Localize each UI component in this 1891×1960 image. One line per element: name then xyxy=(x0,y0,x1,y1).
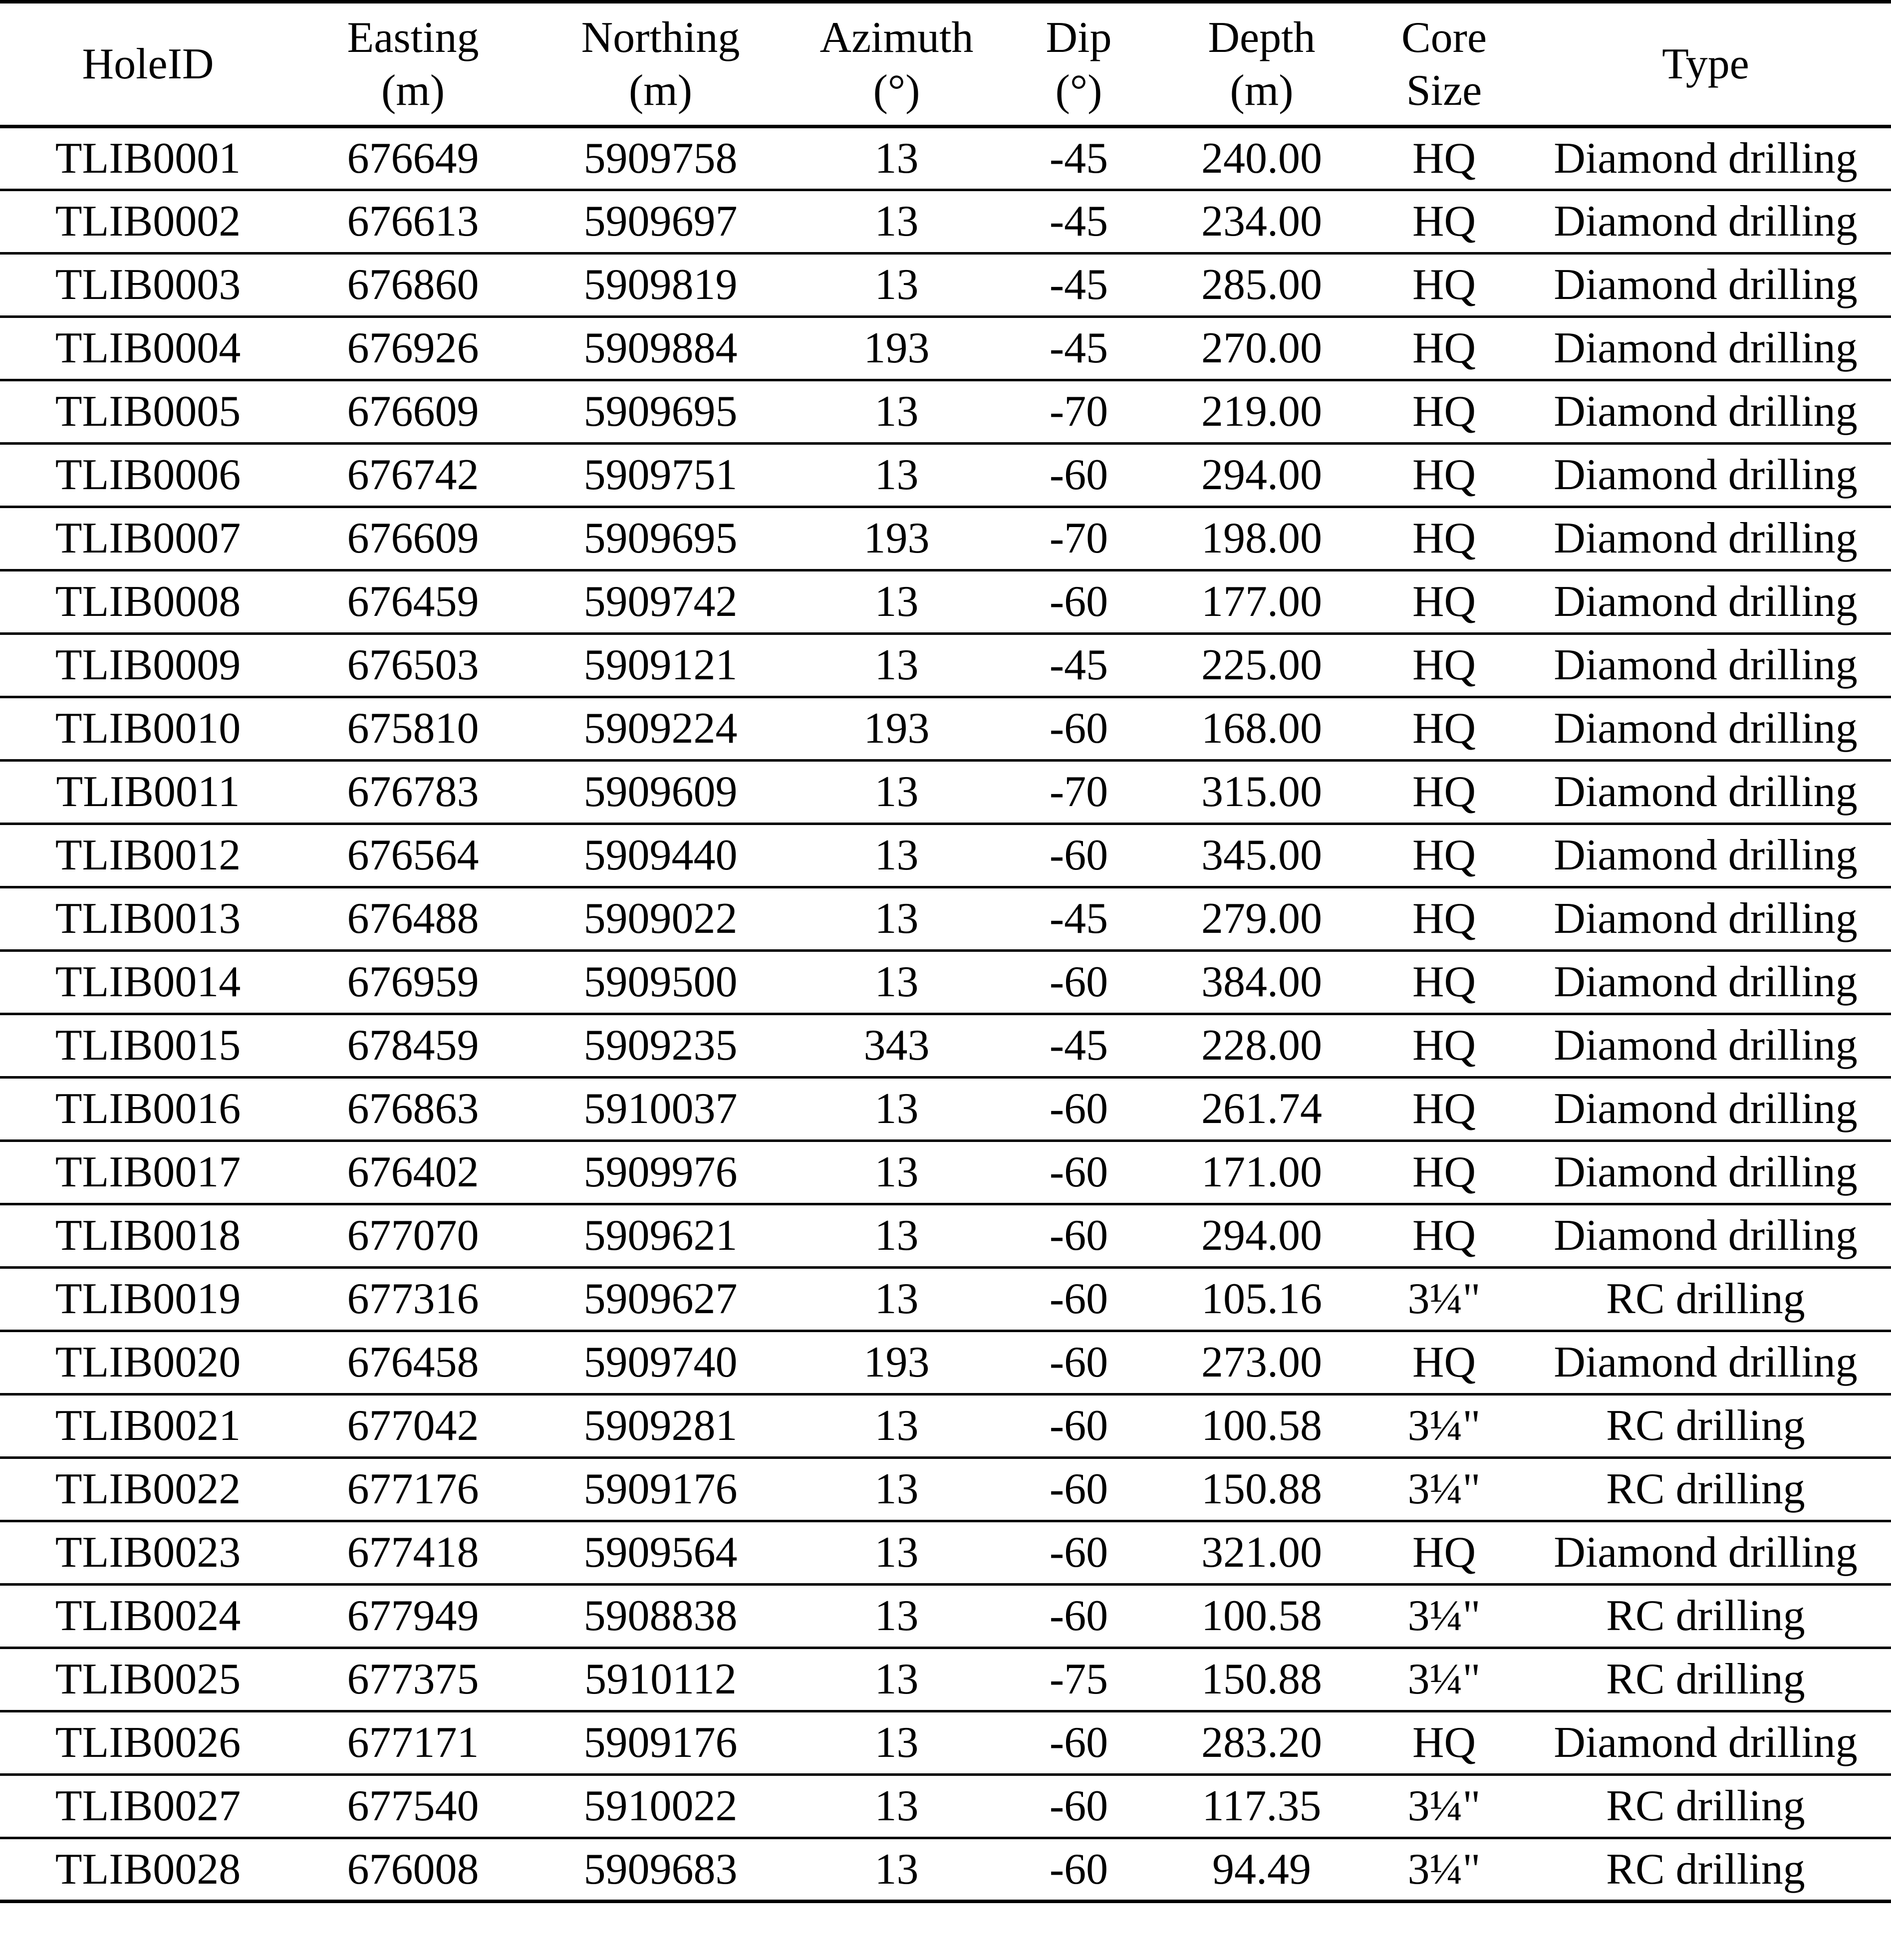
cell-dip: -70 xyxy=(1002,380,1155,444)
cell-type: Diamond drilling xyxy=(1520,254,1891,317)
cell-northing: 5909758 xyxy=(530,127,791,190)
cell-core-size: HQ xyxy=(1368,824,1520,887)
table-row xyxy=(0,634,1891,697)
cell-easting: 677375 xyxy=(296,1648,530,1711)
cell-type: Diamond drilling xyxy=(1520,1078,1891,1141)
cell-core-size: HQ xyxy=(1368,444,1520,507)
cell-depth: 345.00 xyxy=(1155,824,1368,887)
cell-core-size: HQ xyxy=(1368,254,1520,317)
cell-type: Diamond drilling xyxy=(1520,190,1891,254)
cell-dip: -60 xyxy=(1002,1521,1155,1585)
cell-azimuth: 13 xyxy=(791,1775,1002,1838)
cell-depth: 270.00 xyxy=(1155,317,1368,380)
cell-azimuth: 13 xyxy=(791,1838,1002,1902)
cell-core-size: HQ xyxy=(1368,1014,1520,1078)
cell-azimuth: 343 xyxy=(791,1014,1002,1078)
cell-northing: 5908838 xyxy=(530,1585,791,1648)
cell-easting: 676649 xyxy=(296,127,530,190)
cell-easting: 677316 xyxy=(296,1268,530,1331)
cell-northing: 5909884 xyxy=(530,317,791,380)
table-row xyxy=(0,1078,1891,1141)
cell-holeid: TLIB0014 xyxy=(0,951,296,1014)
cell-core-size: HQ xyxy=(1368,380,1520,444)
cell-holeid: TLIB0022 xyxy=(0,1458,296,1521)
cell-northing: 5909621 xyxy=(530,1204,791,1268)
cell-holeid: TLIB0002 xyxy=(0,190,296,254)
table-row xyxy=(0,127,1891,190)
table-header xyxy=(0,2,1891,127)
cell-holeid: TLIB0019 xyxy=(0,1268,296,1331)
cell-core-size: HQ xyxy=(1368,887,1520,951)
cell-type: Diamond drilling xyxy=(1520,507,1891,570)
cell-holeid: TLIB0018 xyxy=(0,1204,296,1268)
cell-holeid: TLIB0028 xyxy=(0,1838,296,1902)
cell-dip: -45 xyxy=(1002,317,1155,380)
cell-northing: 5909022 xyxy=(530,887,791,951)
table-row xyxy=(0,824,1891,887)
cell-dip: -60 xyxy=(1002,1331,1155,1395)
cell-northing: 5909695 xyxy=(530,507,791,570)
table-row xyxy=(0,1775,1891,1838)
cell-holeid: TLIB0007 xyxy=(0,507,296,570)
cell-core-size: 3¼" xyxy=(1368,1838,1520,1902)
cell-azimuth: 13 xyxy=(791,570,1002,634)
table-row xyxy=(0,1521,1891,1585)
cell-azimuth: 13 xyxy=(791,1395,1002,1458)
cell-northing: 5909976 xyxy=(530,1141,791,1204)
cell-core-size: 3¼" xyxy=(1368,1268,1520,1331)
cell-azimuth: 193 xyxy=(791,697,1002,761)
cell-type: Diamond drilling xyxy=(1520,127,1891,190)
cell-dip: -60 xyxy=(1002,1078,1155,1141)
cell-azimuth: 193 xyxy=(791,317,1002,380)
cell-core-size: 3¼" xyxy=(1368,1458,1520,1521)
cell-depth: 228.00 xyxy=(1155,1014,1368,1078)
cell-easting: 677418 xyxy=(296,1521,530,1585)
cell-easting: 677171 xyxy=(296,1711,530,1775)
cell-northing: 5909176 xyxy=(530,1711,791,1775)
cell-type: Diamond drilling xyxy=(1520,824,1891,887)
cell-azimuth: 193 xyxy=(791,1331,1002,1395)
table-row xyxy=(0,1458,1891,1521)
cell-dip: -60 xyxy=(1002,951,1155,1014)
cell-northing: 5909683 xyxy=(530,1838,791,1902)
cell-type: Diamond drilling xyxy=(1520,634,1891,697)
cell-core-size: HQ xyxy=(1368,1711,1520,1775)
cell-holeid: TLIB0004 xyxy=(0,317,296,380)
cell-dip: -60 xyxy=(1002,1141,1155,1204)
cell-type: Diamond drilling xyxy=(1520,951,1891,1014)
cell-dip: -60 xyxy=(1002,1838,1155,1902)
cell-azimuth: 13 xyxy=(791,254,1002,317)
cell-easting: 675810 xyxy=(296,697,530,761)
table-row xyxy=(0,507,1891,570)
cell-azimuth: 13 xyxy=(791,1141,1002,1204)
cell-type: Diamond drilling xyxy=(1520,761,1891,824)
table-row xyxy=(0,1395,1891,1458)
cell-easting: 676458 xyxy=(296,1331,530,1395)
header-type: Type xyxy=(1520,2,1891,127)
cell-holeid: TLIB0020 xyxy=(0,1331,296,1395)
cell-type: RC drilling xyxy=(1520,1268,1891,1331)
cell-easting: 676609 xyxy=(296,380,530,444)
cell-dip: -45 xyxy=(1002,127,1155,190)
cell-core-size: HQ xyxy=(1368,1331,1520,1395)
table-row xyxy=(0,1268,1891,1331)
cell-depth: 315.00 xyxy=(1155,761,1368,824)
cell-dip: -60 xyxy=(1002,1458,1155,1521)
cell-type: RC drilling xyxy=(1520,1838,1891,1902)
cell-depth: 117.35 xyxy=(1155,1775,1368,1838)
cell-depth: 279.00 xyxy=(1155,887,1368,951)
cell-dip: -45 xyxy=(1002,254,1155,317)
cell-holeid: TLIB0024 xyxy=(0,1585,296,1648)
cell-depth: 94.49 xyxy=(1155,1838,1368,1902)
cell-holeid: TLIB0005 xyxy=(0,380,296,444)
cell-easting: 676860 xyxy=(296,254,530,317)
cell-northing: 5909440 xyxy=(530,824,791,887)
cell-type: Diamond drilling xyxy=(1520,444,1891,507)
cell-dip: -60 xyxy=(1002,1268,1155,1331)
cell-dip: -60 xyxy=(1002,1395,1155,1458)
cell-depth: 100.58 xyxy=(1155,1395,1368,1458)
cell-dip: -60 xyxy=(1002,697,1155,761)
cell-northing: 5909176 xyxy=(530,1458,791,1521)
cell-type: Diamond drilling xyxy=(1520,1204,1891,1268)
cell-easting: 677949 xyxy=(296,1585,530,1648)
cell-core-size: HQ xyxy=(1368,317,1520,380)
cell-depth: 294.00 xyxy=(1155,444,1368,507)
table-row xyxy=(0,1648,1891,1711)
cell-holeid: TLIB0015 xyxy=(0,1014,296,1078)
cell-easting: 676959 xyxy=(296,951,530,1014)
cell-depth: 285.00 xyxy=(1155,254,1368,317)
cell-easting: 676863 xyxy=(296,1078,530,1141)
cell-depth: 294.00 xyxy=(1155,1204,1368,1268)
cell-easting: 676742 xyxy=(296,444,530,507)
table-row xyxy=(0,1014,1891,1078)
cell-easting: 676783 xyxy=(296,761,530,824)
cell-type: Diamond drilling xyxy=(1520,380,1891,444)
cell-easting: 677540 xyxy=(296,1775,530,1838)
cell-northing: 5910037 xyxy=(530,1078,791,1141)
cell-azimuth: 13 xyxy=(791,190,1002,254)
header-azimuth: Azimuth (°) xyxy=(791,2,1002,127)
cell-easting: 677176 xyxy=(296,1458,530,1521)
cell-depth: 283.20 xyxy=(1155,1711,1368,1775)
cell-easting: 677070 xyxy=(296,1204,530,1268)
header-easting: Easting (m) xyxy=(296,2,530,127)
cell-type: RC drilling xyxy=(1520,1395,1891,1458)
cell-type: Diamond drilling xyxy=(1520,1521,1891,1585)
cell-easting: 676488 xyxy=(296,887,530,951)
cell-dip: -70 xyxy=(1002,507,1155,570)
cell-core-size: HQ xyxy=(1368,634,1520,697)
table-row xyxy=(0,254,1891,317)
cell-holeid: TLIB0011 xyxy=(0,761,296,824)
cell-azimuth: 13 xyxy=(791,380,1002,444)
cell-holeid: TLIB0027 xyxy=(0,1775,296,1838)
cell-northing: 5909564 xyxy=(530,1521,791,1585)
cell-core-size: HQ xyxy=(1368,1204,1520,1268)
table-row xyxy=(0,570,1891,634)
cell-depth: 150.88 xyxy=(1155,1648,1368,1711)
cell-core-size: HQ xyxy=(1368,127,1520,190)
table-row xyxy=(0,1585,1891,1648)
cell-northing: 5909121 xyxy=(530,634,791,697)
cell-azimuth: 13 xyxy=(791,951,1002,1014)
cell-northing: 5909819 xyxy=(530,254,791,317)
cell-northing: 5909740 xyxy=(530,1331,791,1395)
cell-type: Diamond drilling xyxy=(1520,570,1891,634)
header-northing: Northing (m) xyxy=(530,2,791,127)
cell-easting: 676926 xyxy=(296,317,530,380)
table-row xyxy=(0,380,1891,444)
cell-northing: 5909500 xyxy=(530,951,791,1014)
cell-depth: 219.00 xyxy=(1155,380,1368,444)
cell-northing: 5909235 xyxy=(530,1014,791,1078)
cell-depth: 100.58 xyxy=(1155,1585,1368,1648)
cell-type: Diamond drilling xyxy=(1520,697,1891,761)
cell-core-size: 3¼" xyxy=(1368,1648,1520,1711)
cell-type: RC drilling xyxy=(1520,1458,1891,1521)
cell-dip: -60 xyxy=(1002,1204,1155,1268)
cell-holeid: TLIB0009 xyxy=(0,634,296,697)
cell-northing: 5909609 xyxy=(530,761,791,824)
cell-dip: -70 xyxy=(1002,761,1155,824)
cell-azimuth: 13 xyxy=(791,761,1002,824)
header-core-size: Core Size xyxy=(1368,2,1520,127)
cell-holeid: TLIB0021 xyxy=(0,1395,296,1458)
header-row xyxy=(0,2,1891,127)
table-body xyxy=(0,127,1891,1902)
cell-easting: 676503 xyxy=(296,634,530,697)
cell-northing: 5909742 xyxy=(530,570,791,634)
cell-core-size: 3¼" xyxy=(1368,1585,1520,1648)
header-depth: Depth (m) xyxy=(1155,2,1368,127)
cell-northing: 5910112 xyxy=(530,1648,791,1711)
cell-azimuth: 13 xyxy=(791,887,1002,951)
table-row xyxy=(0,1711,1891,1775)
cell-holeid: TLIB0025 xyxy=(0,1648,296,1711)
cell-holeid: TLIB0023 xyxy=(0,1521,296,1585)
cell-holeid: TLIB0010 xyxy=(0,697,296,761)
cell-easting: 677042 xyxy=(296,1395,530,1458)
cell-depth: 171.00 xyxy=(1155,1141,1368,1204)
cell-dip: -45 xyxy=(1002,1014,1155,1078)
cell-dip: -75 xyxy=(1002,1648,1155,1711)
cell-azimuth: 13 xyxy=(791,1521,1002,1585)
cell-holeid: TLIB0016 xyxy=(0,1078,296,1141)
cell-azimuth: 13 xyxy=(791,1458,1002,1521)
cell-depth: 105.16 xyxy=(1155,1268,1368,1331)
cell-northing: 5909224 xyxy=(530,697,791,761)
cell-easting: 676008 xyxy=(296,1838,530,1902)
cell-depth: 261.74 xyxy=(1155,1078,1368,1141)
cell-dip: -45 xyxy=(1002,190,1155,254)
table-row xyxy=(0,887,1891,951)
cell-azimuth: 13 xyxy=(791,1648,1002,1711)
cell-azimuth: 13 xyxy=(791,634,1002,697)
table-row xyxy=(0,761,1891,824)
cell-depth: 150.88 xyxy=(1155,1458,1368,1521)
cell-holeid: TLIB0012 xyxy=(0,824,296,887)
cell-azimuth: 13 xyxy=(791,1268,1002,1331)
cell-easting: 678459 xyxy=(296,1014,530,1078)
cell-depth: 234.00 xyxy=(1155,190,1368,254)
cell-type: Diamond drilling xyxy=(1520,1141,1891,1204)
cell-azimuth: 13 xyxy=(791,444,1002,507)
cell-core-size: HQ xyxy=(1368,1141,1520,1204)
cell-dip: -60 xyxy=(1002,824,1155,887)
cell-type: Diamond drilling xyxy=(1520,1014,1891,1078)
cell-depth: 321.00 xyxy=(1155,1521,1368,1585)
cell-azimuth: 193 xyxy=(791,507,1002,570)
cell-holeid: TLIB0017 xyxy=(0,1141,296,1204)
cell-azimuth: 13 xyxy=(791,127,1002,190)
cell-type: Diamond drilling xyxy=(1520,1331,1891,1395)
table-row xyxy=(0,1331,1891,1395)
cell-northing: 5910022 xyxy=(530,1775,791,1838)
cell-core-size: 3¼" xyxy=(1368,1395,1520,1458)
cell-depth: 198.00 xyxy=(1155,507,1368,570)
table-row xyxy=(0,190,1891,254)
cell-azimuth: 13 xyxy=(791,1711,1002,1775)
cell-type: Diamond drilling xyxy=(1520,317,1891,380)
cell-northing: 5909627 xyxy=(530,1268,791,1331)
cell-core-size: HQ xyxy=(1368,1521,1520,1585)
cell-depth: 225.00 xyxy=(1155,634,1368,697)
cell-core-size: 3¼" xyxy=(1368,1775,1520,1838)
cell-dip: -60 xyxy=(1002,570,1155,634)
cell-dip: -60 xyxy=(1002,1775,1155,1838)
table-row xyxy=(0,697,1891,761)
cell-azimuth: 13 xyxy=(791,1078,1002,1141)
cell-dip: -60 xyxy=(1002,1585,1155,1648)
cell-northing: 5909281 xyxy=(530,1395,791,1458)
cell-depth: 273.00 xyxy=(1155,1331,1368,1395)
cell-core-size: HQ xyxy=(1368,190,1520,254)
table-row xyxy=(0,444,1891,507)
cell-core-size: HQ xyxy=(1368,951,1520,1014)
header-holeid: HoleID xyxy=(0,2,296,127)
cell-depth: 384.00 xyxy=(1155,951,1368,1014)
table-row xyxy=(0,1141,1891,1204)
cell-type: Diamond drilling xyxy=(1520,1711,1891,1775)
cell-holeid: TLIB0001 xyxy=(0,127,296,190)
cell-easting: 676609 xyxy=(296,507,530,570)
cell-northing: 5909695 xyxy=(530,380,791,444)
cell-easting: 676459 xyxy=(296,570,530,634)
cell-depth: 240.00 xyxy=(1155,127,1368,190)
cell-dip: -45 xyxy=(1002,634,1155,697)
cell-northing: 5909751 xyxy=(530,444,791,507)
cell-type: RC drilling xyxy=(1520,1648,1891,1711)
cell-easting: 676564 xyxy=(296,824,530,887)
cell-easting: 676402 xyxy=(296,1141,530,1204)
table-row xyxy=(0,317,1891,380)
cell-core-size: HQ xyxy=(1368,507,1520,570)
cell-azimuth: 13 xyxy=(791,1204,1002,1268)
cell-core-size: HQ xyxy=(1368,1078,1520,1141)
cell-depth: 177.00 xyxy=(1155,570,1368,634)
cell-depth: 168.00 xyxy=(1155,697,1368,761)
cell-core-size: HQ xyxy=(1368,761,1520,824)
cell-type: RC drilling xyxy=(1520,1585,1891,1648)
cell-core-size: HQ xyxy=(1368,697,1520,761)
cell-type: RC drilling xyxy=(1520,1775,1891,1838)
table-row xyxy=(0,1204,1891,1268)
cell-dip: -45 xyxy=(1002,887,1155,951)
cell-holeid: TLIB0006 xyxy=(0,444,296,507)
cell-holeid: TLIB0026 xyxy=(0,1711,296,1775)
cell-northing: 5909697 xyxy=(530,190,791,254)
cell-dip: -60 xyxy=(1002,444,1155,507)
cell-core-size: HQ xyxy=(1368,570,1520,634)
cell-azimuth: 13 xyxy=(791,1585,1002,1648)
table-row xyxy=(0,1838,1891,1902)
cell-holeid: TLIB0013 xyxy=(0,887,296,951)
table-row xyxy=(0,951,1891,1014)
cell-dip: -60 xyxy=(1002,1711,1155,1775)
cell-type: Diamond drilling xyxy=(1520,887,1891,951)
header-dip: Dip (°) xyxy=(1002,2,1155,127)
cell-holeid: TLIB0003 xyxy=(0,254,296,317)
cell-easting: 676613 xyxy=(296,190,530,254)
cell-azimuth: 13 xyxy=(791,824,1002,887)
cell-holeid: TLIB0008 xyxy=(0,570,296,634)
